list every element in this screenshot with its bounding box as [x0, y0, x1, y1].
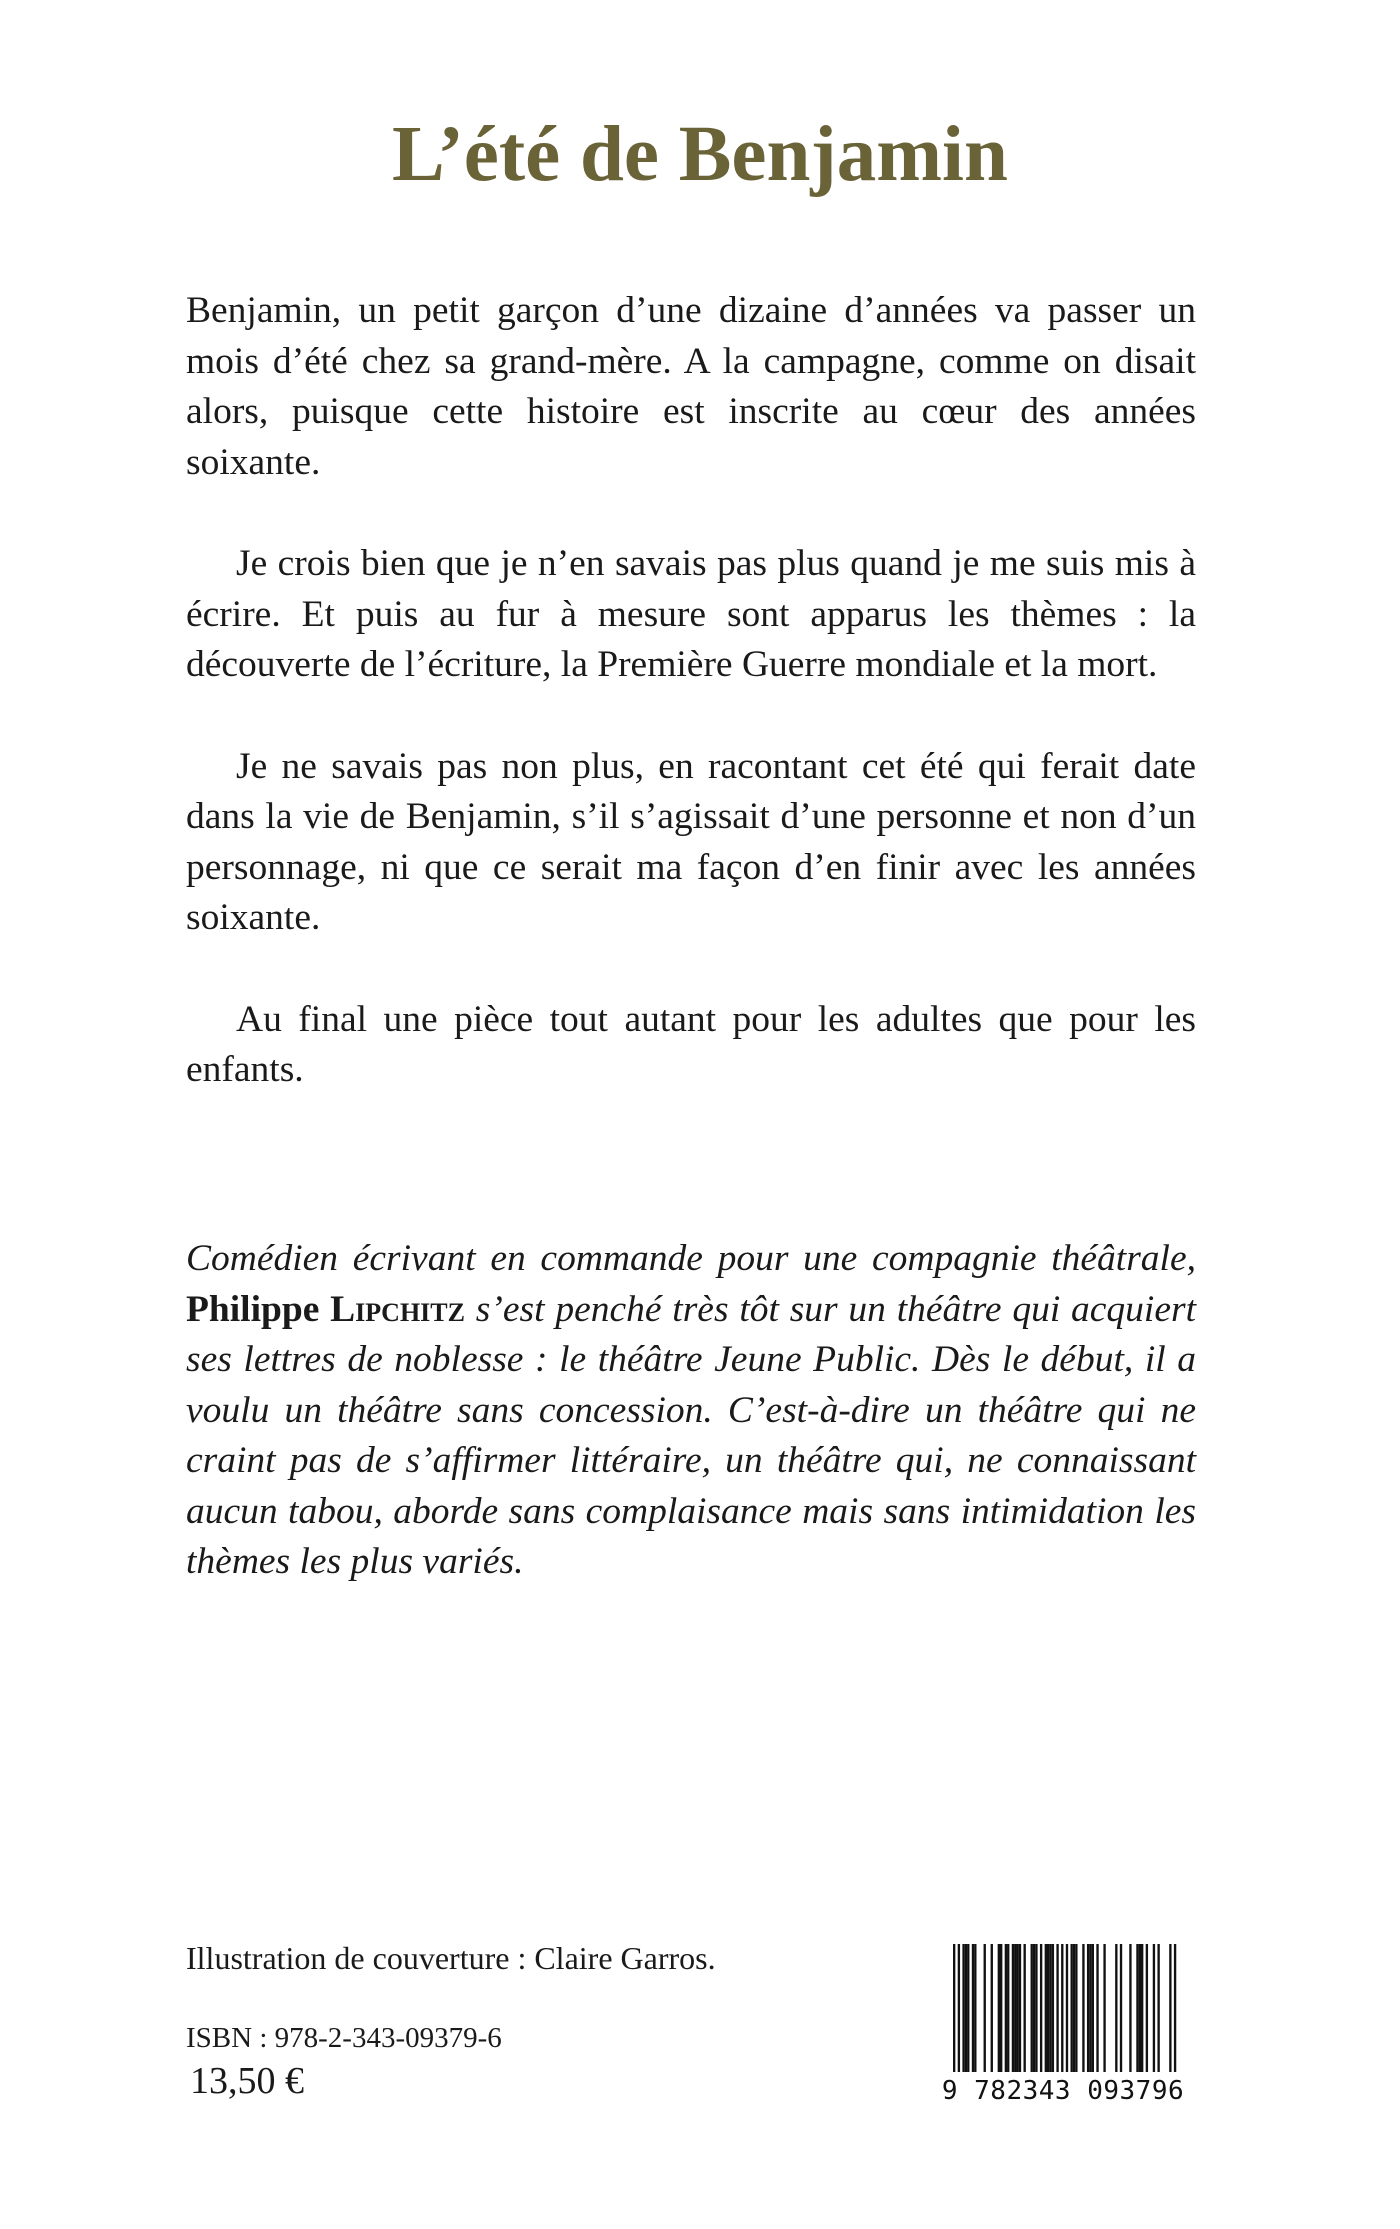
barcode-bar — [1005, 1944, 1007, 2072]
barcode-bar — [1040, 1944, 1042, 2072]
barcode-bar — [1096, 1944, 1098, 2072]
barcode-bar — [962, 1944, 964, 2072]
barcode-bar — [1073, 1944, 1075, 2072]
barcode-bar — [1049, 1944, 1051, 2072]
blurb-paragraph: Au final une pièce tout autant pour les adultes que pour les enfants. — [186, 998, 1196, 1090]
price: 13,50 € — [190, 2060, 304, 2102]
barcode-bar — [1047, 1944, 1049, 2072]
barcode-bar — [1031, 1944, 1033, 2072]
barcode-bar — [1014, 1944, 1016, 2072]
barcode-bar — [1120, 1944, 1122, 2072]
barcode-bar — [1174, 1944, 1176, 2072]
barcode-bar — [1115, 1944, 1117, 2072]
barcode-bar — [1056, 1944, 1058, 2072]
barcode-bar — [953, 1944, 955, 2072]
barcode-bar — [1075, 1944, 1077, 2072]
blurb-paragraph: Je ne savais pas non plus, en racontant cet été qui ferait date dans la vie de Benjamin, s’il s’agissait d’une personne et non d’un personnage, ni que ce serait ma façon d’en finir avec les années soixante. — [186, 745, 1196, 938]
barcode-bar — [1089, 1944, 1091, 2072]
blurb-paragraph: Je crois bien que je n’en savais pas plus quand je me suis mis à écrire. Et puis au fur à mesure sont apparus les thèmes : la découverte de l’écriture, la Première Guerre mondiale et la mort. — [186, 543, 1196, 685]
barcode-bar — [1016, 1944, 1018, 2072]
barcode-bar — [1000, 1944, 1002, 2072]
barcode-bar — [1019, 1944, 1021, 2072]
barcode-bar — [967, 1944, 969, 2072]
barcode-bar — [1071, 1944, 1073, 2072]
barcode-bar — [1157, 1944, 1159, 2072]
barcode-bar — [1033, 1944, 1035, 2072]
barcode-bar — [1139, 1944, 1141, 2072]
author-bio — [186, 1234, 1196, 1588]
barcode-digits: 9 782343 093796 — [941, 2076, 1185, 2106]
barcode-bar — [1007, 1944, 1009, 2072]
barcode-bar — [1024, 1944, 1026, 2072]
barcode-bar — [1092, 1944, 1094, 2072]
barcode-bar — [1146, 1944, 1148, 2072]
book-title: L’été de Benjamin — [392, 111, 1008, 198]
barcode-bar — [1169, 1944, 1171, 2072]
barcode-bar — [972, 1944, 974, 2072]
barcode-bar — [1045, 1944, 1047, 2072]
barcode-bar — [958, 1944, 960, 2072]
bio-intro: Comédien écrivant en commande pour une compagnie théâtrale, — [186, 1238, 1196, 1279]
author-last-name: Lipchitz — [330, 1288, 465, 1330]
barcode-bar — [984, 1944, 986, 2072]
barcode — [927, 1940, 1199, 2118]
barcode-bar — [1136, 1944, 1138, 2072]
barcode-bar — [1087, 1944, 1089, 2072]
barcode-bar — [1035, 1944, 1037, 2072]
barcode-bar — [1141, 1944, 1143, 2072]
author-first-name: Philippe — [186, 1288, 331, 1330]
blurb-paragraph: Benjamin, un petit garçon d’une dizaine d’années va passer un mois d’été chez sa grand-mère. A la campagne, comme on disait alors, puisque cette histoire est inscrite au cœur des années soixante. — [186, 290, 1196, 483]
barcode-bar — [1061, 1944, 1063, 2072]
author-name — [186, 1289, 465, 1330]
barcode-bar — [1153, 1944, 1155, 2072]
barcode-bar — [1066, 1944, 1068, 2072]
isbn: ISBN : 978-2-343-09379-6 — [186, 2022, 502, 2054]
barcode-bar — [1103, 1944, 1105, 2072]
barcode-bar — [1129, 1944, 1131, 2072]
barcode-bar — [965, 1944, 967, 2072]
bio-text: s’est penché très tôt sur un théâtre qui acquiert ses lettres de noblesse : le théâtre Jeune Public. Dès le début, il a voulu un théâtre sans concession. C’est-à-dire un théâtre qui ne craint pas de s’affirmer littéraire, un théâtre qui, ne connaissant aucun tabou, aborde sans complaisance mais sans intimidation les thèmes les plus variés. — [186, 1288, 1196, 1582]
barcode-bars — [927, 1940, 1199, 2076]
cover-illustration-credit: Illustration de couverture : Claire Garros. — [186, 1940, 716, 1976]
barcode-bar — [991, 1944, 993, 2072]
barcode-bar — [1052, 1944, 1054, 2072]
barcode-bar — [974, 1944, 976, 2072]
back-cover-blurb — [186, 286, 1196, 1147]
barcode-bar — [998, 1944, 1000, 2072]
barcode-bar — [1082, 1944, 1084, 2072]
barcode-bar — [1012, 1944, 1014, 2072]
